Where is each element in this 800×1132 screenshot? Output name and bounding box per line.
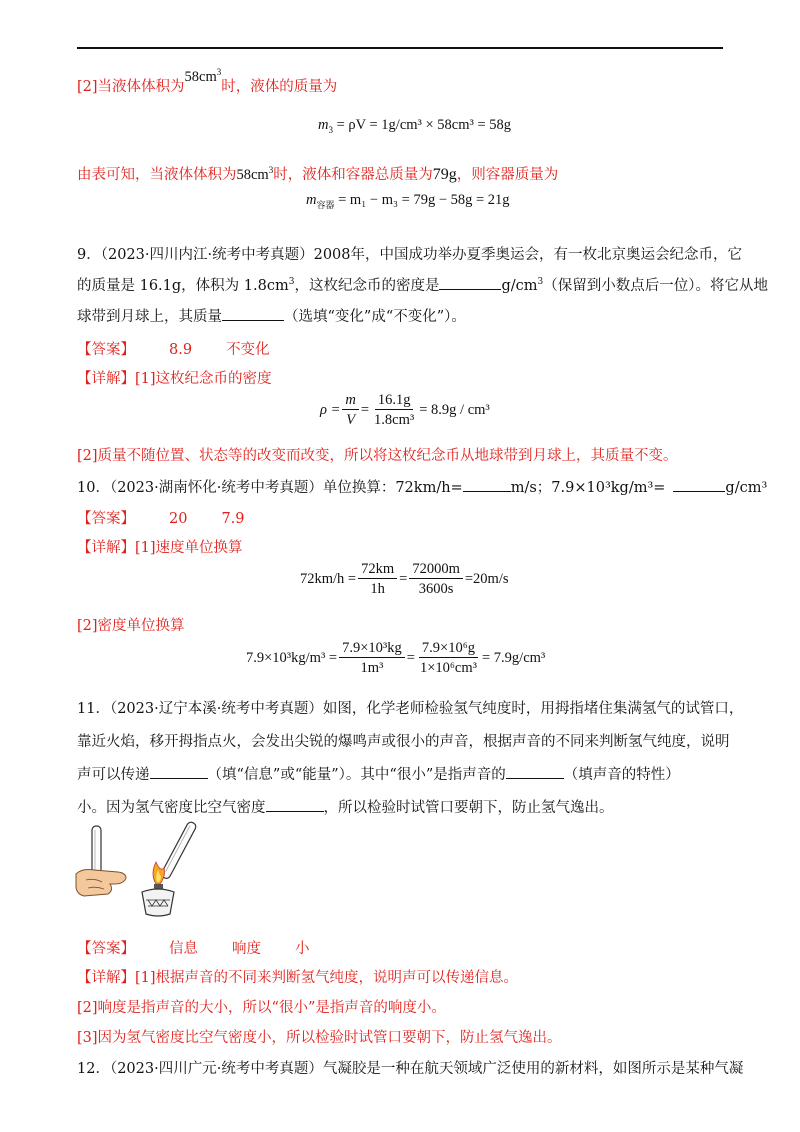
q11-detail-3: [3]因为氢气密度比空气密度小，所以检验时试管口要朝下，防止氢气逸出。 — [77, 1030, 562, 1046]
hand-icon — [76, 870, 126, 897]
q11-detail-2: [2]响度是指声音的大小，所以“很小”是指声音的响度小。 — [77, 1000, 446, 1016]
q10-detail-1: 【详解】[1]速度单位换算 — [77, 540, 243, 556]
q9-density-equation: ρ = $\frac{m}{V}$ = $\frac{16.1g}{\text{1.8cm³}}$ = 8.9g / cm³ — [320, 392, 490, 428]
alcohol-lamp-icon — [142, 884, 174, 916]
q9-answer: 【答案】 8.9 不变化 — [77, 342, 270, 358]
q9-blank-density[interactable] — [439, 275, 501, 290]
q9-blank-mass[interactable] — [222, 306, 284, 321]
q11-answer: 【答案】 信息 响度 小 — [77, 941, 310, 957]
q11-line1: 11．（2023·辽宁本溪·统考中考真题）如图，化学老师检验氢气纯度时，用拇指堵住集满氢气的试管口， — [77, 701, 744, 717]
q8-equation-mass: $m_3 = \rho V = 1g/cm^3 \times 58cm^3 = 58g$ — [318, 117, 512, 135]
q11-blank-1[interactable] — [150, 764, 208, 779]
q10-answer: 【答案】 20 7.9 — [77, 511, 245, 527]
q11-blank-3[interactable] — [266, 797, 324, 812]
flame-icon — [153, 862, 165, 884]
q12-line1: 12．（2023·四川广元·统考中考真题）气凝胶是一种在航天领域广泛使用的新材料，如图所示是某种气凝 — [77, 1061, 744, 1077]
q9-detail-1: 【详解】[1]这枚纪念币的密度 — [77, 371, 272, 387]
q10-line1: 10．（2023·湖南怀化·统考中考真题）单位换算：72km/h= m/s；7.9×10³kg/m³= g/cm³ — [77, 476, 767, 497]
hydrogen-test-illustration — [74, 818, 204, 928]
q8-equation-container: $m_{容器} = m_1 - m_3 = 79g - 58g = 21g$ — [306, 192, 510, 210]
q9-detail-2: [2]质量不随位置、状态等的改变而改变，所以将这枚纪念币从地球带到月球上，其质量不变。 — [77, 448, 678, 464]
q9-line1: 9．（2023·四川内江·统考中考真题）2008年，中国成功举办夏季奥运会，有一枚北京奥运会纪念币，它 — [77, 247, 743, 263]
header-rule — [77, 47, 723, 49]
q11-detail-1: 【详解】[1]根据声音的不同来判断氢气纯度，说明声可以传递信息。 — [77, 970, 519, 986]
q10-detail-2: [2]密度单位换算 — [77, 618, 185, 634]
q10-density-equation: 7.9×10³kg/m³ = $\frac{\text{7.9×10³kg}}{\text{1m³}}$ = $\frac{\text{7.9×10⁶g}}{\text{1×10⁶cm³}}$ = 7.9g/cm³ — [246, 640, 546, 676]
q8-part2-line1: [2]当液体体积为$58cm^3$时，液体的质量为 — [77, 67, 338, 95]
q8-part2-line2: 由表可知，当液体体积为$58cm^3$时，液体和容器总质量为79g，则容器质量为 — [77, 165, 559, 183]
test-tube-right — [160, 821, 197, 880]
q11-line3: 声可以传递 （填“信息”或“能量”）。其中“很小”是指声音的 （填声音的特性） — [77, 763, 680, 784]
q10-blank-density[interactable] — [673, 477, 725, 492]
q11-line4: 小。因为氢气密度比空气密度 ，所以检验时试管口要朝下，防止氢气逸出。 — [77, 796, 614, 817]
q11-blank-2[interactable] — [506, 764, 564, 779]
q9-line2: 的质量是 16.1g，体积为 $1.8cm^3$，这枚纪念币的密度是 $g/cm^3$（保留到小数点后一位）。将它从地 — [77, 274, 768, 295]
q10-speed-equation: 72km/h = $\frac{72km}{1h}$ = $\frac{72000m}{3600s}$ =20m/s — [300, 561, 509, 597]
q10-blank-speed[interactable] — [463, 477, 511, 492]
q11-line2: 靠近火焰，移开拇指点火，会发出尖锐的爆鸣声或很小的声音，根据声音的不同来判断氢气纯度，说明 — [77, 734, 730, 750]
q9-line3: 球带到月球上，其质量 （选填“变化”成“不变化”）。 — [77, 305, 466, 326]
